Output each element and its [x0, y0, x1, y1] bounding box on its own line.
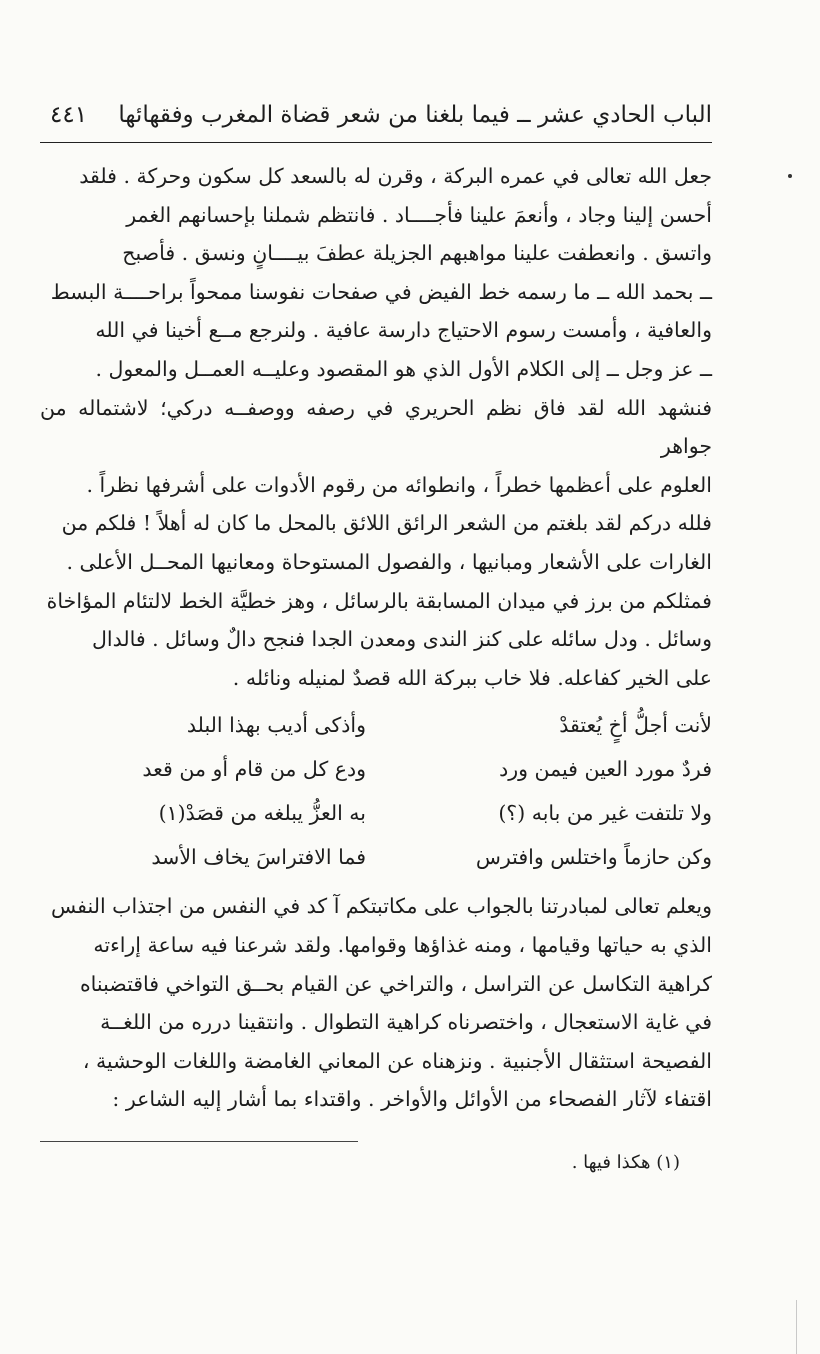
- verse-line: [40, 835, 712, 879]
- prose-line: والعافية ، وأمست رسوم الاحتياج دارسة عافية . ولنرجع مــع أخينا في الله: [95, 318, 712, 343]
- verse-first-hemistich: لأنت أجلُّ أخٍ يُعتقدْ: [559, 713, 712, 738]
- verse-second-hemistich: فما الافتراسَ يخاف الأسد: [151, 845, 366, 870]
- prose-line: فمثلكم من برز في ميدان المسابقة بالرسائل ، وهز خطيَّة الخط لالتئام المؤاخاة: [46, 588, 712, 613]
- prose-line: فنشهد الله لقد فاق نظم الحريري في رصفه ووصفــه دركي؛ لاشتماله من جواهر: [40, 395, 712, 459]
- prose-line: فلله دركم لقد بلغتم من الشعر الرائق اللائق بالمحل ما كان له أهلاً ! فلكم من: [61, 511, 712, 536]
- book-page: [40, 96, 712, 1173]
- verse-second-hemistich: وأذكى أديب بهذا البلد: [186, 713, 366, 738]
- prose-line: الغارات على الأشعار ومبانيها ، والفصول المستوحاة ومعانيها المحــل الأعلى .: [66, 549, 712, 574]
- running-header: [40, 96, 712, 143]
- prose-block-1: [40, 157, 712, 697]
- prose-line: واتسق . وانعطفت علينا مواهبهم الجزيلة عطفَ بيــــانٍ ونسق . فأصبح: [122, 241, 712, 266]
- verse-first-hemistich: فردٌ مورد العين فيمن ورد: [499, 757, 712, 782]
- footnote-separator: [40, 1141, 358, 1142]
- margin-speck: [788, 174, 792, 178]
- prose-line: اقتفاء لآثار الفصحاء من الأوائل والأواخر . واقتداء بما أشار إليه الشاعر :: [112, 1087, 712, 1112]
- prose-line: ــ بحمد الله ــ ما رسمه خط الفيض في صفحات نفوسنا ممحواً براحــــة البسط: [50, 279, 712, 304]
- prose-line: الذي به حياتها وقيامها ، ومنه غذاؤها وقوامها. ولقد شرعنا فيه ساعة إراءته: [93, 932, 712, 957]
- poem: [40, 703, 712, 879]
- prose-line: العلوم على أعظمها خطراً ، وانطوائه من رقوم الأدوات على أشرفها نظراً .: [86, 472, 712, 497]
- prose-line: أحسن إلينا وجاد ، وأنعمَ علينا فأجــــاد . فانتظم شملنا بإحسانهم الغمر: [126, 202, 712, 227]
- prose-block-2: [40, 887, 712, 1119]
- verse-second-hemistich: به العزُّ يبلغه من قصَدْ(١): [158, 801, 366, 826]
- prose-line: ــ عز وجل ــ إلى الكلام الأول الذي هو المقصود وعليــه العمــل والمعول .: [95, 356, 712, 381]
- page-number: ٤٤١: [50, 102, 88, 128]
- prose-line: الفصيحة استثقال الأجنبية . ونزهناه عن المعاني الغامضة واللغات الوحشية ،: [82, 1048, 712, 1073]
- chapter-title: الباب الحادي عشر ــ فيما بلغنا من شعر قضاة المغرب وفقهائها: [118, 102, 712, 128]
- prose-line: وسائل . ودل سائله على كنز الندى ومعدن الجدا فنجح دالٌ وسائل . فالدال: [91, 627, 712, 652]
- verse-line: [40, 703, 712, 747]
- margin-scan-line: [796, 1300, 797, 1354]
- verse-line: [40, 747, 712, 791]
- prose-line: كراهية التكاسل عن التراسل ، والتراخي عن القيام بحــق التواخي فاقتضبناه: [79, 971, 712, 996]
- verse-line: [40, 791, 712, 835]
- prose-line: على الخير كفاعله. فلا خاب ببركة الله قصدٌ لمنيله ونائله .: [232, 665, 712, 690]
- prose-line: ويعلم تعالى لمبادرتنا بالجواب على مكاتبتكم آ كد في النفس من اجتذاب النفس: [51, 894, 712, 919]
- prose-line: جعل الله تعالى في عمره البركة ، وقرن له بالسعد كل سكون وحركة . فلقد: [79, 164, 712, 188]
- verse-second-hemistich: ودع كل من قام أو من قعد: [142, 757, 366, 782]
- verse-first-hemistich: ولا تلتفت غير من بابه (؟): [498, 801, 712, 826]
- footnote: (١) هكذا فيها .: [571, 1151, 680, 1173]
- verse-first-hemistich: وكن حازماً واختلس وافترس: [475, 845, 712, 870]
- prose-line: في غاية الاستعجال ، واختصرناه كراهية التطوال . وانتقينا درره من اللغــة: [100, 1010, 712, 1035]
